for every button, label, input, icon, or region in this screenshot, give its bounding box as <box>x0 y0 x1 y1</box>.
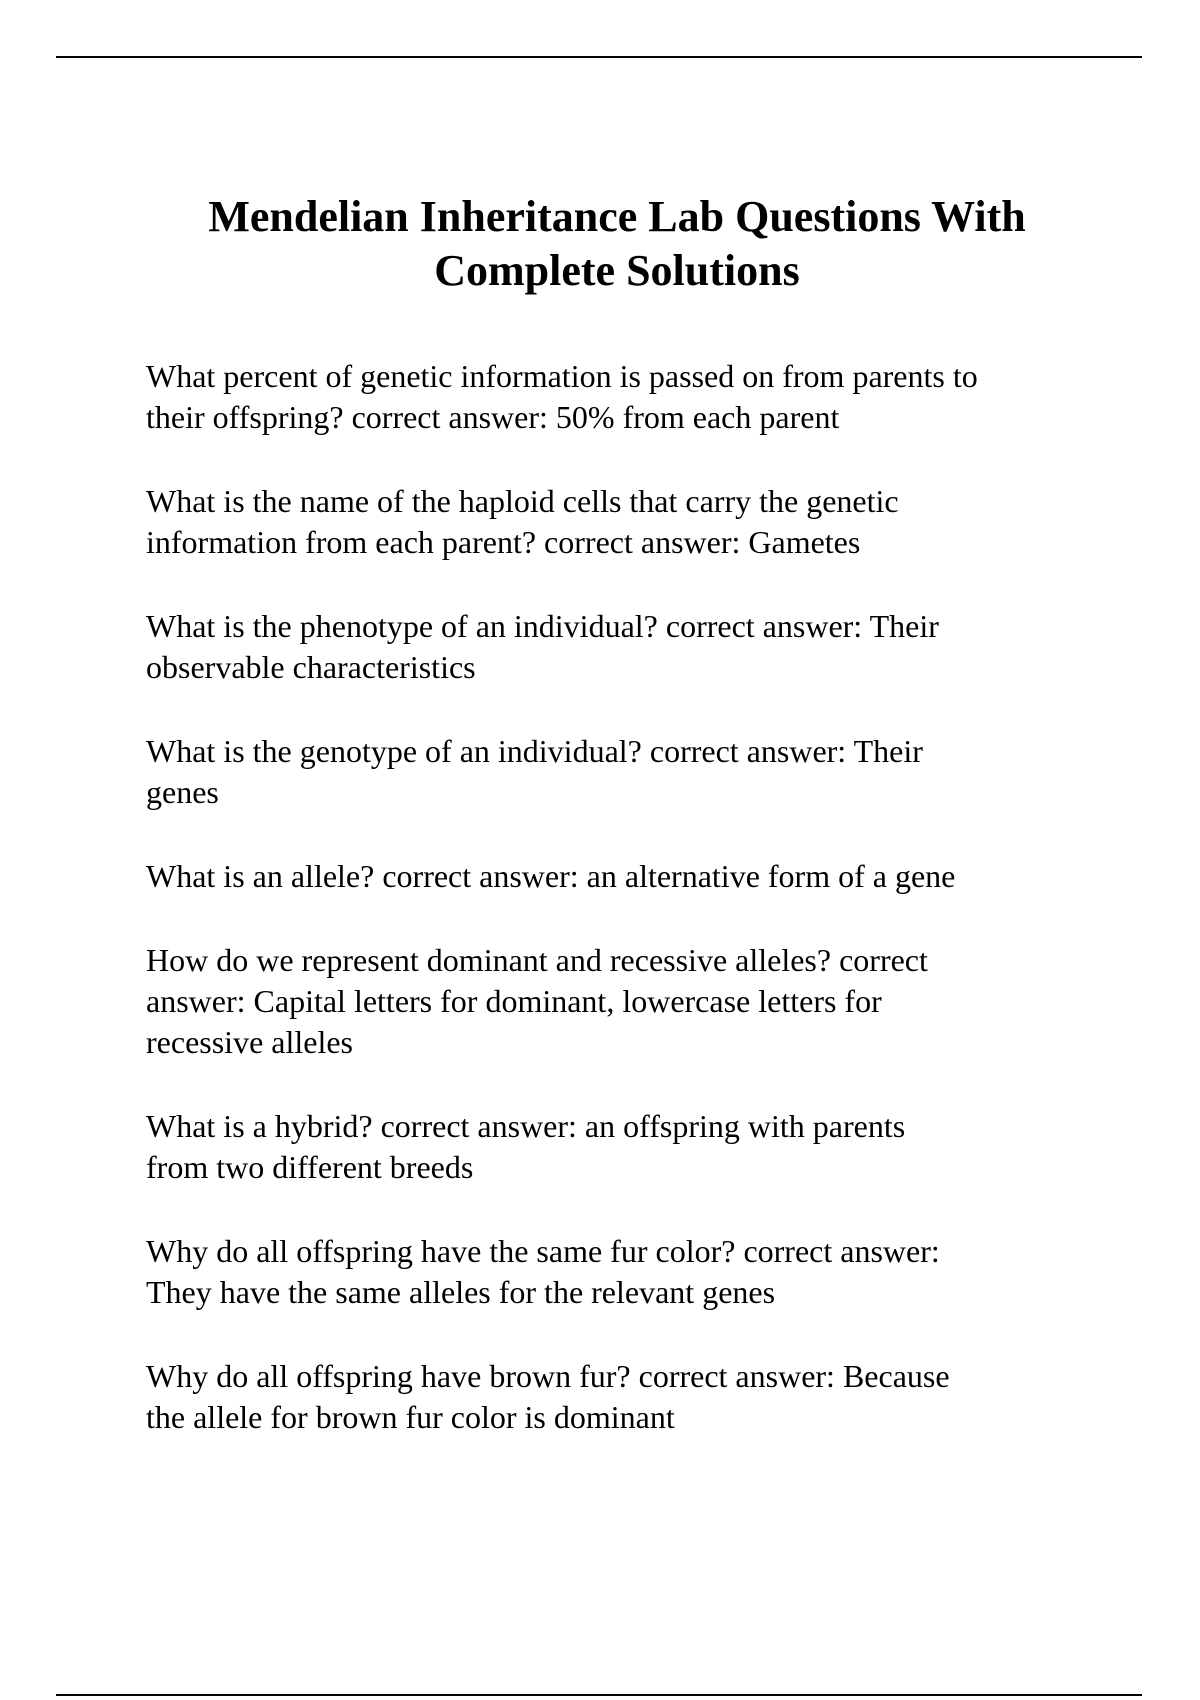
qa-item-3: What is the phenotype of an individual? correct answer: Their observable characteristics <box>146 608 939 685</box>
qa-item-2: What is the name of the haploid cells that carry the genetic information from each parent? correct answer: Gametes <box>146 483 899 560</box>
qa-item-1: What percent of genetic information is passed on from parents to their offspring? correct answer: 50% from each parent <box>146 358 978 435</box>
qa-item-7: What is a hybrid? correct answer: an offspring with parents from two different breeds <box>146 1108 906 1185</box>
qa-item-4: What is the genotype of an individual? correct answer: Their genes <box>146 733 923 810</box>
question-answer-list <box>146 356 1106 1481</box>
qa-item-6: How do we represent dominant and recessive alleles? correct answer: Capital letters for dominant, lowercase letters for recessive alleles <box>146 942 928 1060</box>
qa-item-8: Why do all offspring have the same fur color? correct answer: They have the same alleles for the relevant genes <box>146 1233 940 1310</box>
header-rule <box>56 56 1142 58</box>
qa-item-9: Why do all offspring have brown fur? correct answer: Because the allele for brown fur color is dominant <box>146 1358 950 1435</box>
document-title: Mendelian Inheritance Lab Questions With Complete Solutions <box>208 192 1026 295</box>
footer-rule <box>56 1694 1142 1696</box>
qa-item-5: What is an allele? correct answer: an alternative form of a gene <box>146 858 956 894</box>
